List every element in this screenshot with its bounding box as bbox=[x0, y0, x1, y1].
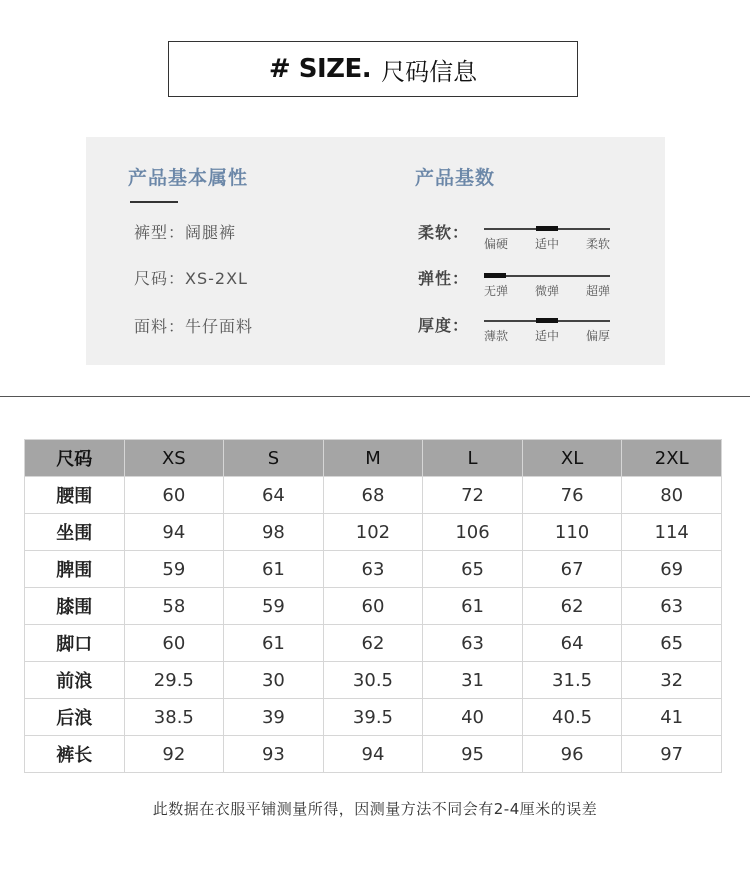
table-cell: 29.5 bbox=[124, 662, 224, 699]
params-heading: 产品基数 bbox=[415, 167, 496, 189]
table-cell: 39.5 bbox=[323, 699, 423, 736]
table-cell: 94 bbox=[124, 514, 224, 551]
scale-tick: 偏厚 bbox=[585, 329, 610, 343]
table-cell: 64 bbox=[224, 477, 324, 514]
table-cell: 67 bbox=[522, 551, 622, 588]
table-cell: 94 bbox=[323, 736, 423, 773]
scale-tick: 适中 bbox=[534, 329, 559, 343]
table-cell: 102 bbox=[323, 514, 423, 551]
scale-marker bbox=[536, 226, 558, 231]
table-row bbox=[25, 588, 722, 625]
size-table bbox=[24, 439, 722, 773]
table-cell: 59 bbox=[224, 588, 324, 625]
table-cell: 38.5 bbox=[124, 699, 224, 736]
elasticity-scale bbox=[484, 274, 610, 304]
row-label: 前浪 bbox=[25, 662, 125, 699]
table-header-cell: XS bbox=[124, 440, 224, 477]
table-cell: 40.5 bbox=[522, 699, 622, 736]
table-cell: 32 bbox=[622, 662, 722, 699]
thickness-scale bbox=[484, 319, 610, 349]
attr-pants-type: 裤型：阔腿裤 bbox=[134, 223, 237, 242]
table-cell: 62 bbox=[323, 625, 423, 662]
table-row bbox=[25, 736, 722, 773]
table-cell: 62 bbox=[522, 588, 622, 625]
scale-tick: 超弹 bbox=[585, 284, 610, 298]
table-header-cell: L bbox=[423, 440, 523, 477]
scale-marker bbox=[484, 273, 506, 278]
row-label: 腰围 bbox=[25, 477, 125, 514]
table-header-cell: S bbox=[224, 440, 324, 477]
scale-tick: 无弹 bbox=[484, 284, 509, 298]
attr-fabric: 面料：牛仔面料 bbox=[134, 317, 254, 336]
table-cell: 63 bbox=[323, 551, 423, 588]
table-cell: 64 bbox=[522, 625, 622, 662]
table-cell: 98 bbox=[224, 514, 324, 551]
table-row bbox=[25, 625, 722, 662]
row-label: 后浪 bbox=[25, 699, 125, 736]
table-cell: 63 bbox=[423, 625, 523, 662]
scale-marker bbox=[536, 318, 558, 323]
table-cell: 63 bbox=[622, 588, 722, 625]
table-row bbox=[25, 699, 722, 736]
info-panel bbox=[86, 137, 665, 365]
table-cell: 59 bbox=[124, 551, 224, 588]
table-cell: 40 bbox=[423, 699, 523, 736]
scale-tick: 薄款 bbox=[484, 329, 509, 343]
table-header-cell: 2XL bbox=[622, 440, 722, 477]
table-cell: 106 bbox=[423, 514, 523, 551]
table-cell: 80 bbox=[622, 477, 722, 514]
table-cell: 61 bbox=[423, 588, 523, 625]
table-cell: 31 bbox=[423, 662, 523, 699]
title-box bbox=[168, 41, 578, 97]
param-label-elasticity: 弹性： bbox=[418, 269, 470, 288]
table-cell: 65 bbox=[423, 551, 523, 588]
table-cell: 30.5 bbox=[323, 662, 423, 699]
table-cell: 58 bbox=[124, 588, 224, 625]
size-title: # SIZE. bbox=[268, 54, 372, 84]
row-label: 裤长 bbox=[25, 736, 125, 773]
table-cell: 72 bbox=[423, 477, 523, 514]
table-cell: 76 bbox=[522, 477, 622, 514]
size-title-cn: 尺码信息 bbox=[381, 57, 478, 86]
table-cell: 97 bbox=[622, 736, 722, 773]
table-cell: 60 bbox=[323, 588, 423, 625]
table-cell: 31.5 bbox=[522, 662, 622, 699]
table-row bbox=[25, 662, 722, 699]
table-header-row bbox=[25, 440, 722, 477]
table-cell: 114 bbox=[622, 514, 722, 551]
scale-tick: 适中 bbox=[534, 237, 559, 251]
scale-tick: 柔软 bbox=[585, 237, 610, 251]
table-header-cell: XL bbox=[522, 440, 622, 477]
basic-heading: 产品基本属性 bbox=[128, 167, 249, 189]
row-label: 坐围 bbox=[25, 514, 125, 551]
table-cell: 60 bbox=[124, 625, 224, 662]
table-cell: 92 bbox=[124, 736, 224, 773]
measurement-footnote: 此数据在衣服平铺测量所得，因测量方法不同会有2-4厘米的误差 bbox=[152, 800, 598, 818]
table-cell: 61 bbox=[224, 625, 324, 662]
table-row bbox=[25, 551, 722, 588]
attr-size-range: 尺码：XS-2XL bbox=[134, 269, 248, 288]
softness-scale bbox=[484, 227, 610, 257]
table-cell: 68 bbox=[323, 477, 423, 514]
section-divider bbox=[0, 396, 750, 397]
row-label: 膝围 bbox=[25, 588, 125, 625]
table-cell: 30 bbox=[224, 662, 324, 699]
table-header-cell: M bbox=[323, 440, 423, 477]
table-cell: 96 bbox=[522, 736, 622, 773]
scale-tick: 微弹 bbox=[534, 284, 559, 298]
table-cell: 60 bbox=[124, 477, 224, 514]
table-cell: 65 bbox=[622, 625, 722, 662]
row-label: 脚口 bbox=[25, 625, 125, 662]
table-row bbox=[25, 477, 722, 514]
table-cell: 39 bbox=[224, 699, 324, 736]
table-cell: 41 bbox=[622, 699, 722, 736]
row-label: 脾围 bbox=[25, 551, 125, 588]
table-cell: 69 bbox=[622, 551, 722, 588]
scale-tick: 偏硬 bbox=[484, 237, 509, 251]
table-cell: 95 bbox=[423, 736, 523, 773]
table-cell: 110 bbox=[522, 514, 622, 551]
param-label-softness: 柔软： bbox=[418, 223, 470, 242]
param-label-thickness: 厚度： bbox=[418, 316, 470, 335]
table-header-cell: 尺码 bbox=[25, 440, 125, 477]
basic-heading-underline bbox=[130, 201, 178, 203]
table-cell: 61 bbox=[224, 551, 324, 588]
table-cell: 93 bbox=[224, 736, 324, 773]
table-row bbox=[25, 514, 722, 551]
